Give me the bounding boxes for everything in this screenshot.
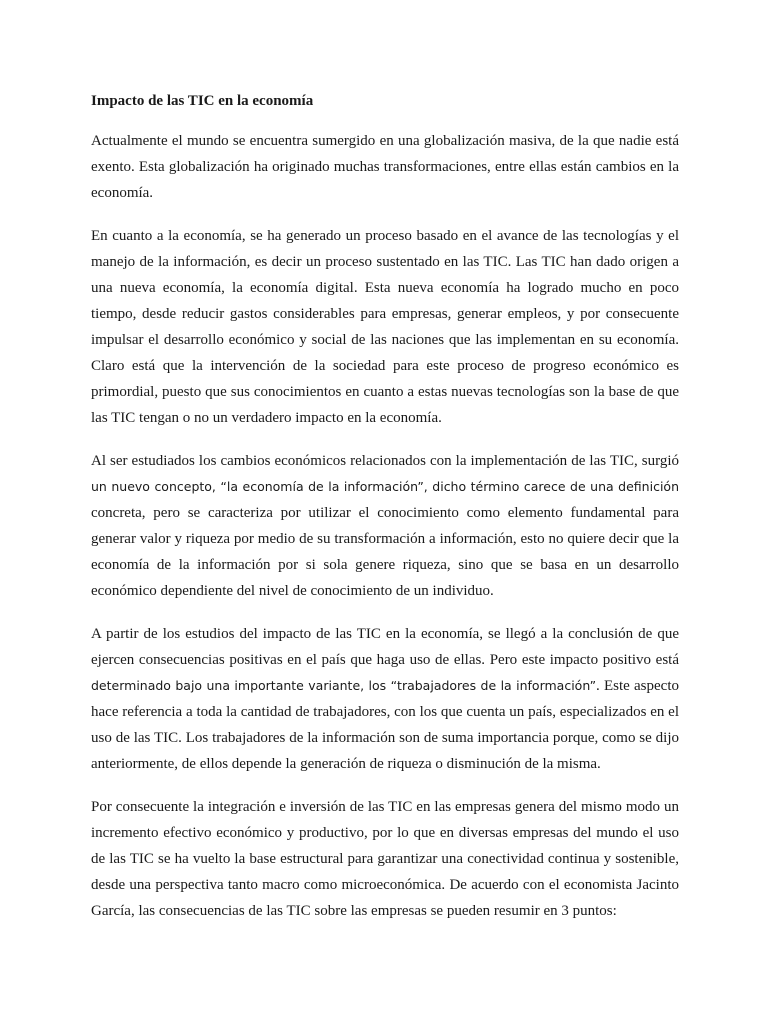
document-body: [91, 91, 679, 941]
paragraph-text: concreta, pero se caracteriza por utilizar el conocimiento como elemento fundamental para generar valor y riqueza por medio de su transformación a información, esto no quiere decir que la economía de la información por si sola genere riqueza, sino que se basa en un desarrollo económico dependiente del nivel de conocimiento de un individuo.: [91, 505, 679, 599]
paragraph-text: Al ser estudiados los cambios económicos relacionados con la implementación de las TIC, surgió: [91, 453, 679, 469]
document-title: Impacto de las TIC en la economía: [91, 93, 314, 109]
paragraph-economia-digital: En cuanto a la economía, se ha generado un proceso basado en el avance de las tecnologías y el manejo de la información, es decir un proceso sustentado en las TIC. Las TIC han dado origen a una nueva economía, la economía digital. Esta nueva economía ha logrado mucho en poco tiempo, desde reducir gastos considerables para empresas, generar empleos, y por consecuente impulsar el desarrollo económico y social de las naciones que las implementan en su economía. Claro está que la intervención de la sociedad para este proceso de progreso económico es primordial, puesto que sus conocimientos en cuanto a estas nuevas tecnologías son la base de que las TIC tengan o no un verdadero impacto en la economía.: [91, 228, 679, 426]
paragraph-text: . Este aspecto hace referencia a toda la cantidad de trabajadores, con los que cuenta un país, especializados en el uso de las TIC. Los trabajadores de la información son de suma importancia porque, como se dijo anteriormente, de ellos depende la generación de riqueza o disminución de la misma.: [91, 678, 679, 772]
paragraph-integracion-empresas: Por consecuente la integración e inversión de las TIC en las empresas genera del mismo modo un incremento efectivo económico y productivo, por lo que en diversas empresas del mundo el uso de las TIC se ha vuelto la base estructural para garantizar una conectividad continua y sostenible, desde una perspectiva tanto macro como microeconómica. De acuerdo con el economista Jacinto García, las consecuencias de las TIC sobre las empresas se pueden resumir en 3 puntos:: [91, 799, 679, 919]
paragraph-text-alt-font: determinado bajo una importante variante, los “trabajadores de la información”: [91, 678, 597, 693]
paragraph-text: A partir de los estudios del impacto de las TIC en la economía, se llegó a la conclusión de que ejercen consecuencias positivas en el país que haga uso de ellas. Pero este impacto positivo está: [91, 626, 679, 668]
paragraph-economia-informacion: [91, 448, 679, 604]
paragraph-trabajadores-informacion: [91, 621, 679, 777]
paragraph-globalizacion: Actualmente el mundo se encuentra sumergido en una globalización masiva, de la que nadie está exento. Esta globalización ha originado muchas transformaciones, entre ellas están cambios en la economía.: [91, 133, 679, 201]
paragraph-text-alt-font: un nuevo concepto, “la economía de la información”, dicho término carece de una definición: [91, 479, 679, 494]
